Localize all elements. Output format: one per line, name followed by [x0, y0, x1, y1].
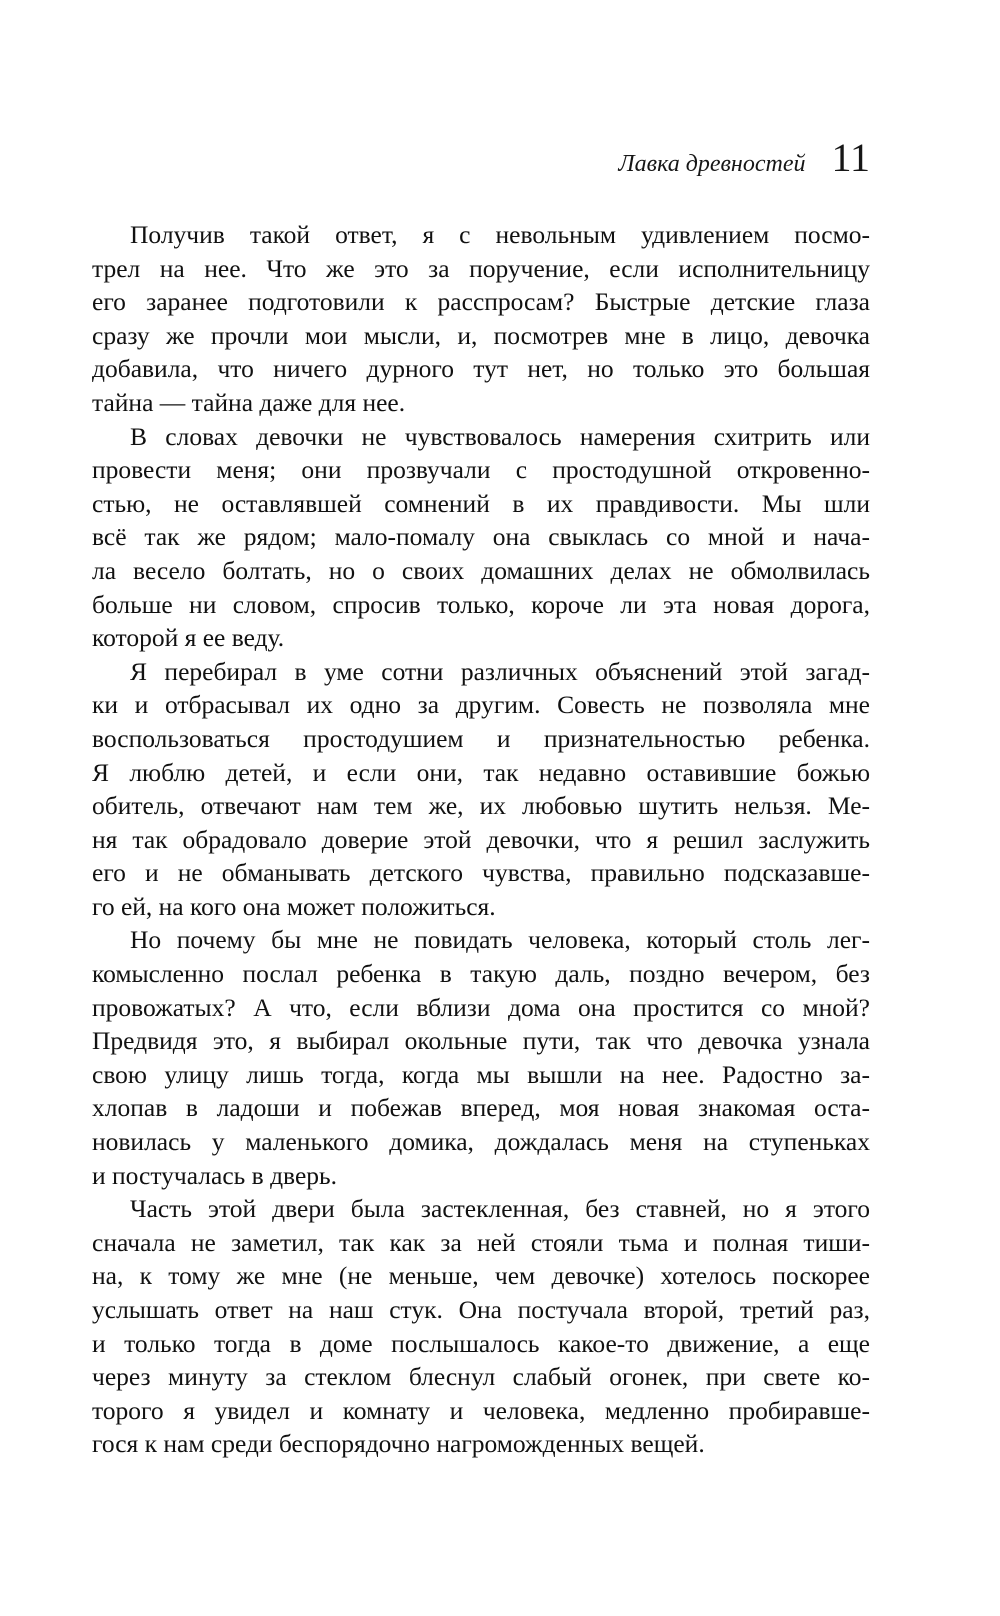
- text-line: тайна — тайна даже для нее.: [92, 387, 406, 417]
- text-line: и только тогда в доме послышалось какое-то движение, а еще: [92, 1328, 870, 1358]
- text-line: ня так обрадовало доверие этой девочки, что я решил заслужить: [92, 824, 870, 854]
- text-line: В словах девочки не чувствовалось намерения схитрить или: [130, 421, 870, 451]
- text-line: торого я увидел и комнату и человека, медленно пробиравше-: [92, 1395, 870, 1425]
- text-line: ла весело болтать, но о своих домашних делах не обмолвилась: [92, 555, 870, 585]
- text-line: Я перебирал в уме сотни различных объяснений этой загад-: [130, 656, 870, 686]
- text-line: его и не обманывать детского чувства, правильно подсказавше-: [92, 858, 870, 888]
- paragraph-4: [92, 923, 870, 1192]
- text-line: ки и отбрасывал их одно за другим. Совесть не позволяла мне: [92, 690, 870, 720]
- text-line: комысленно послал ребенка в такую даль, поздно вечером, без: [92, 959, 870, 989]
- text-line: трел на нее. Что же это за поручение, если исполнительницу: [92, 253, 870, 283]
- paragraph-2: [92, 420, 870, 655]
- text-line: на, к тому же мне (не меньше, чем девочке) хотелось поскорее: [92, 1261, 870, 1291]
- running-header: [92, 135, 870, 198]
- page-number: 11: [831, 135, 870, 180]
- paragraph-1: [92, 218, 870, 420]
- text-line: хлопав в ладоши и побежав вперед, моя новая знакомая оста-: [92, 1093, 870, 1123]
- text-line: гося к нам среди беспорядочно нагроможденных вещей.: [92, 1429, 705, 1459]
- text-line: Но почему бы мне не повидать человека, который столь лег-: [130, 925, 870, 955]
- paragraph-3: [92, 655, 870, 924]
- text-line: обитель, отвечают нам тем же, их любовью шутить нельзя. Ме-: [92, 791, 870, 821]
- text-line: Предвидя это, я выбирал окольные пути, так что девочка узнала: [92, 1026, 870, 1056]
- text-line: свою улицу лишь тогда, когда мы вышли на нее. Радостно за-: [92, 1059, 870, 1089]
- text-line: Получив такой ответ, я с невольным удивлением посмо-: [130, 220, 870, 249]
- text-line: сначала не заметил, так как за ней стояли тьма и полная тиши-: [92, 1227, 870, 1257]
- body-text: [92, 218, 870, 1461]
- paragraph-5: [92, 1192, 870, 1461]
- text-line: его заранее подготовили к расспросам? Быстрые детские глаза: [92, 287, 870, 317]
- text-line: через минуту за стеклом блеснул слабый огонек, при свете ко-: [92, 1362, 870, 1392]
- text-line: услышать ответ на наш стук. Она постучала второй, третий раз,: [92, 1295, 870, 1324]
- text-line: сразу же прочли мои мысли, и, посмотрев мне в лицо, девочка: [92, 320, 870, 350]
- text-line: новилась у маленького домика, дождалась меня на ступеньках: [92, 1127, 870, 1157]
- text-line: добавила, что ничего дурного тут нет, но только это большая: [92, 354, 870, 384]
- text-line: воспользоваться простодушием и признательностью ребенка.: [92, 723, 870, 753]
- text-line: всё так же рядом; мало-помалу она свыклась со мной и нача-: [92, 522, 870, 552]
- text-line: провести меня; они прозвучали с простодушной откровенно-: [92, 455, 870, 485]
- text-line: больше ни словом, спросив только, короче ли эта новая дорога,: [92, 589, 870, 619]
- text-line: Часть этой двери была застекленная, без ставней, но я этого: [130, 1194, 870, 1224]
- text-line: которой я ее веду.: [92, 623, 285, 653]
- text-line: Я люблю детей, и если они, так недавно оставившие божью: [92, 757, 870, 787]
- text-line: го ей, на кого она может положиться.: [92, 891, 496, 921]
- running-title: Лавка древностей: [618, 151, 806, 177]
- text-line: провожатых? А что, если вблизи дома она простится со мной?: [92, 992, 870, 1022]
- text-line: стью, не оставлявшей сомнений в их правдивости. Мы шли: [92, 488, 870, 518]
- text-line: и постучалась в дверь.: [92, 1160, 338, 1190]
